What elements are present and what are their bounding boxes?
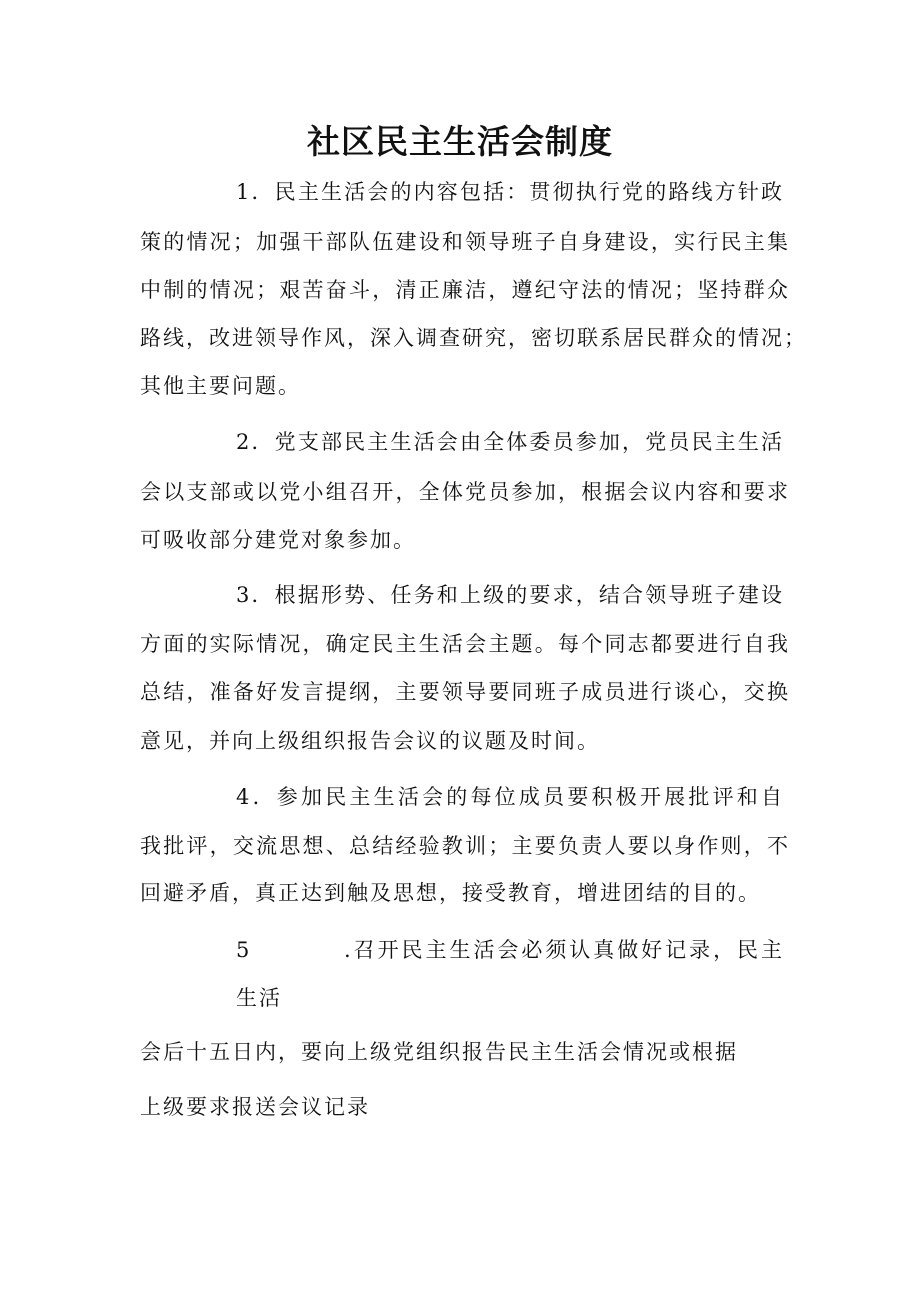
paragraph-2-line-3: 可吸收部分建党对象参加。 — [140, 528, 416, 552]
paragraph-3-line-3: 总结，准备好发言提纲，主要领导要同班子成员进行谈心，交换 — [140, 680, 790, 704]
paragraph-5-line-3: 上级要求报送会议记录 — [140, 1095, 370, 1119]
paragraph-1-line-3: 中制的情况；艰苦奋斗，清正廉洁，遵纪守法的情况；坚持群众 — [140, 278, 790, 302]
paragraph-5-continuation: 生活 — [236, 986, 282, 1010]
paragraph-1-line-4: 路线，改进领导作风，深入调查研究，密切联系居民群众的情况； — [140, 326, 807, 350]
paragraph-4-line-1: 4．参加民主生活会的每位成员要积极开展批评和自 — [236, 785, 784, 809]
paragraph-2-line-1: 2．党支部民主生活会由全体委员参加，党员民主生活 — [236, 430, 784, 454]
paragraph-3-line-1: 3．根据形势、任务和上级的要求，结合领导班子建设 — [236, 583, 784, 607]
paragraph-4-line-2: 我批评，交流思想、总结经验教训；主要负责人要以身作则，不 — [140, 834, 790, 858]
document-title: 社区民主生活会制度 — [307, 122, 613, 161]
paragraph-4-line-3: 回避矛盾，真正达到触及思想，接受教育，增进团结的目的。 — [140, 881, 761, 905]
paragraph-1-line-2: 策的情况；加强干部队伍建设和领导班子自身建设，实行民主集 — [140, 230, 790, 254]
paragraph-3-line-4: 意见，并向上级组织报告会议的议题及时间。 — [140, 729, 600, 753]
paragraph-5-number: 5 — [236, 938, 250, 962]
paragraph-5-line-2: 会后十五日内，要向上级党组织报告民主生活会情况或根据 — [140, 1040, 738, 1064]
paragraph-1-line-1: 1．民主生活会的内容包括：贯彻执行党的路线方针政 — [236, 180, 784, 204]
paragraph-3-line-2: 方面的实际情况，确定民主生活会主题。每个同志都要进行自我 — [140, 632, 790, 656]
paragraph-1-line-5: 其他主要问题。 — [140, 374, 301, 398]
paragraph-2-line-2: 会以支部或以党小组召开，全体党员参加，根据会议内容和要求 — [140, 480, 790, 504]
paragraph-5-text: .召开民主生活会必须认真做好记录，民主 — [344, 938, 784, 962]
